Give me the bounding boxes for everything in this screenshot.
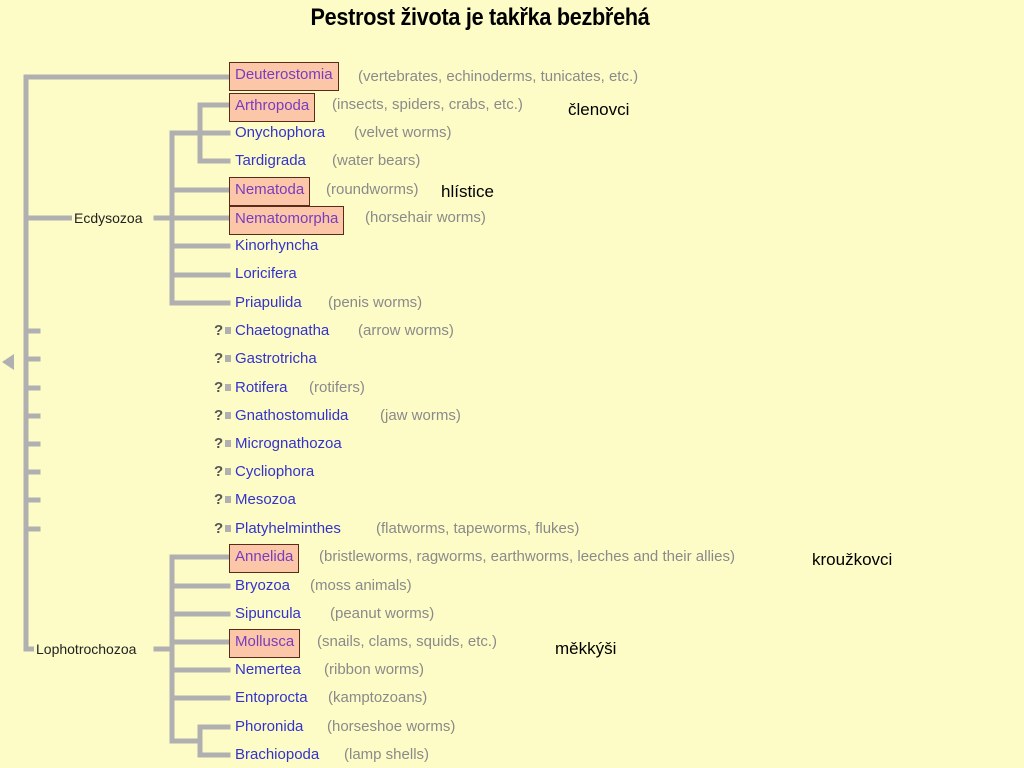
stub-dot (225, 468, 231, 475)
taxon-gnathostomulida: Gnathostomulida (235, 407, 349, 424)
taxon-phoronida: Phoronida (235, 718, 304, 735)
common-name: (arrow worms) (358, 322, 454, 339)
taxon-nematomorpha: Nematomorpha (229, 206, 344, 235)
stub-dot (225, 496, 231, 503)
common-name: (peanut worms) (330, 605, 435, 622)
taxon-onychophora: Onychophora (235, 124, 326, 141)
uncertain-mark: ? (214, 520, 224, 537)
stub-dot (225, 355, 231, 362)
common-name: (bristleworms, ragworms, earthworms, leeches and their allies) (319, 548, 735, 565)
taxon-tardigrada: Tardigrada (235, 152, 306, 169)
common-name: (jaw worms) (380, 407, 461, 424)
uncertain-mark: ? (214, 435, 224, 452)
taxon-sipuncula: Sipuncula (235, 605, 301, 622)
taxon-rotifera: Rotifera (235, 379, 288, 396)
annotation-krouzkovci: kroužkovci (812, 550, 893, 569)
common-name: (horsehair worms) (365, 209, 486, 226)
stub-dot (225, 440, 231, 447)
common-name: (insects, spiders, crabs, etc.) (332, 96, 523, 113)
common-name: (roundworms) (326, 181, 419, 198)
common-name: (moss animals) (310, 577, 412, 594)
common-name: (rotifers) (309, 379, 365, 396)
common-name: (ribbon worms) (324, 661, 425, 678)
common-name: (velvet worms) (354, 124, 452, 141)
common-name: (snails, clams, squids, etc.) (317, 633, 498, 650)
common-name: (kamptozoans) (328, 689, 428, 706)
common-name: (water bears) (332, 152, 421, 169)
common-name: (flatworms, tapeworms, flukes) (376, 520, 580, 537)
taxon-bryozoa: Bryozoa (235, 577, 291, 594)
taxon-mollusca: Mollusca (229, 629, 300, 658)
uncertain-mark: ? (214, 350, 224, 367)
uncertain-mark: ? (214, 491, 224, 508)
taxon-nematoda: Nematoda (229, 177, 310, 206)
taxon-nemertea: Nemertea (235, 661, 301, 678)
taxon-brachiopoda: Brachiopoda (235, 746, 320, 763)
uncertain-mark: ? (214, 463, 224, 480)
annotation-clenovci: členovci (568, 100, 630, 119)
common-name: (penis worms) (328, 294, 423, 311)
slide-title: Pestrost života je takřka bezbřehá (310, 4, 650, 31)
taxon-deuterostomia: Deuterostomia (229, 62, 339, 91)
taxon-arthropoda: Arthropoda (229, 93, 315, 122)
taxon-entoprocta: Entoprocta (235, 689, 308, 706)
taxon-micrognathozoa: Micrognathozoa (235, 435, 342, 452)
group-label-lophotrochozoa: Lophotrochozoa (36, 641, 137, 657)
taxon-kinorhyncha: Kinorhyncha (235, 237, 319, 254)
common-name: (vertebrates, echinoderms, tunicates, etc.) (358, 68, 639, 85)
taxon-loricifera: Loricifera (235, 265, 297, 282)
annotation-mekkysi: měkkýši (555, 639, 617, 658)
stub-dot (225, 327, 231, 334)
stub-dot (225, 412, 231, 419)
stub-dot (225, 384, 231, 391)
taxon-mesozoa: Mesozoa (235, 491, 296, 508)
root-arrow-icon (2, 354, 14, 370)
uncertain-mark: ? (214, 407, 224, 424)
uncertain-mark: ? (214, 379, 224, 396)
annotation-hlistice: hlístice (441, 182, 494, 201)
uncertain-mark: ? (214, 322, 224, 339)
group-label-ecdysozoa: Ecdysozoa (74, 210, 143, 226)
taxon-platyhelminthes: Platyhelminthes (235, 520, 341, 537)
taxon-gastrotricha: Gastrotricha (235, 350, 317, 367)
common-name: (lamp shells) (344, 746, 430, 763)
common-name: (horseshoe worms) (327, 718, 456, 735)
taxon-cycliophora: Cycliophora (235, 463, 315, 480)
taxon-chaetognatha: Chaetognatha (235, 322, 330, 339)
stub-dot (225, 525, 231, 532)
taxon-annelida: Annelida (229, 544, 299, 573)
taxon-priapulida: Priapulida (235, 294, 302, 311)
